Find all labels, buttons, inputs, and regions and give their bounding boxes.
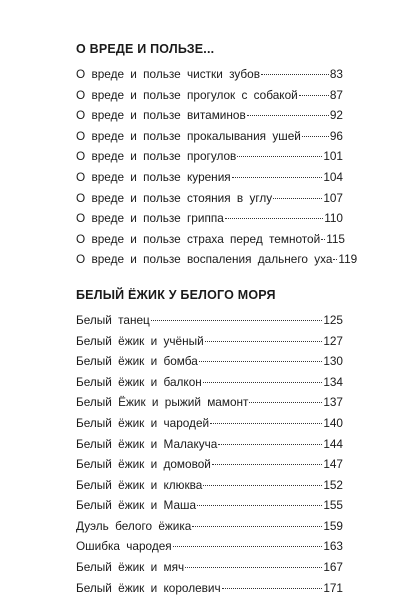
- dot-leader: [210, 423, 322, 424]
- toc-entry[interactable]: [76, 434, 343, 455]
- entry-page-number: 152: [323, 477, 343, 492]
- dot-leader: [249, 402, 322, 403]
- entry-page-number: 110: [324, 211, 343, 226]
- toc-section-harm-and-benefit: [76, 40, 358, 270]
- dot-leader: [151, 320, 323, 321]
- entry-page-number: 163: [323, 539, 343, 554]
- toc-section-white-hedgehog: [76, 286, 343, 598]
- entry-page-number: 125: [323, 312, 343, 327]
- table-of-contents: [76, 40, 358, 598]
- toc-entry[interactable]: [76, 413, 343, 434]
- toc-entry[interactable]: [76, 372, 343, 393]
- toc-entry[interactable]: [76, 495, 343, 516]
- entry-page-number: 96: [329, 128, 343, 143]
- toc-entry[interactable]: [76, 208, 343, 229]
- entry-title: Белый танец: [76, 312, 150, 327]
- entry-page-number: 137: [323, 395, 343, 410]
- section-title: БЕЛЫЙ ЁЖИК У БЕЛОГО МОРЯ: [76, 287, 276, 302]
- dot-leader: [302, 136, 329, 137]
- entry-title: О вреде и пользе прогулов: [76, 149, 237, 164]
- toc-entry[interactable]: [76, 126, 343, 147]
- entry-title: Белый ёжик и домовой: [76, 457, 211, 472]
- toc-entry[interactable]: [76, 578, 343, 598]
- dot-leader: [205, 341, 323, 342]
- entry-page-number: 159: [323, 518, 343, 533]
- dot-leader: [185, 567, 322, 568]
- dot-leader: [225, 218, 323, 219]
- dot-leader: [247, 115, 329, 116]
- dot-leader: [203, 382, 323, 383]
- entry-title: О вреде и пользе стояния в углу: [76, 190, 273, 205]
- dot-leader: [333, 259, 337, 260]
- entry-title: Белый ёжик и чародей: [76, 415, 210, 430]
- entry-title: Белый ёжик и Маша: [76, 498, 197, 513]
- dot-leader: [237, 156, 322, 157]
- entry-page-number: 87: [329, 87, 343, 102]
- entry-title: Белый ёжик и балкон: [76, 374, 202, 389]
- toc-entry[interactable]: [76, 392, 343, 413]
- toc-entry[interactable]: [76, 557, 343, 578]
- entry-page-number: 107: [323, 190, 343, 205]
- dot-leader: [273, 198, 322, 199]
- entry-page-number: 167: [323, 560, 343, 575]
- toc-entry[interactable]: [76, 105, 343, 126]
- toc-entry[interactable]: [76, 516, 343, 537]
- dot-leader: [261, 74, 329, 75]
- entry-page-number: 127: [323, 333, 343, 348]
- entry-title: Белый ёжик и мяч: [76, 560, 185, 575]
- entry-title: О вреде и пользе гриппа: [76, 211, 224, 226]
- toc-entry[interactable]: [76, 454, 343, 475]
- entry-title: Белый ёжик и Малакуча: [76, 436, 218, 451]
- dot-leader: [197, 505, 322, 506]
- entry-page-number: 101: [323, 149, 343, 164]
- dot-leader: [232, 177, 323, 178]
- dot-leader: [321, 239, 325, 240]
- toc-entry[interactable]: [76, 249, 358, 270]
- entry-page-number: 144: [323, 436, 343, 451]
- entry-page-number: 140: [323, 415, 343, 430]
- toc-entry[interactable]: [76, 64, 343, 85]
- entry-title: О вреде и пользе прогулок с собакой: [76, 87, 298, 102]
- toc-entry-list: [76, 64, 358, 270]
- entry-title: О вреде и пользе чистки зубов: [76, 67, 260, 81]
- dot-leader: [173, 546, 323, 547]
- toc-entry[interactable]: [76, 85, 343, 106]
- entry-title: О вреде и пользе курения: [76, 169, 231, 184]
- entry-title: Белый ёжик и учёный: [76, 333, 204, 348]
- toc-entry[interactable]: [76, 351, 343, 372]
- entry-page-number: 134: [323, 374, 343, 389]
- toc-entry-list: [76, 310, 343, 598]
- entry-title: О вреде и пользе воспаления дальнего уха: [76, 252, 333, 267]
- entry-title: Белый ёжик и королевич: [76, 580, 221, 595]
- toc-entry[interactable]: [76, 310, 343, 331]
- toc-entry[interactable]: [76, 188, 343, 209]
- entry-page-number: 130: [323, 354, 343, 369]
- entry-title: Ошибка чародея: [76, 539, 172, 554]
- toc-entry[interactable]: [76, 536, 343, 557]
- entry-page-number: 115: [326, 231, 345, 246]
- entry-page-number: 171: [323, 580, 343, 595]
- section-title: О ВРЕДЕ И ПОЛЬЗЕ...: [76, 42, 215, 56]
- toc-entry[interactable]: [76, 475, 343, 496]
- entry-title: Белый ёжик и клюква: [76, 477, 203, 492]
- toc-entry[interactable]: [76, 167, 343, 188]
- entry-page-number: 104: [323, 169, 343, 184]
- dot-leader: [218, 444, 322, 445]
- toc-entry[interactable]: [76, 229, 343, 250]
- dot-leader: [222, 588, 323, 589]
- dot-leader: [212, 464, 322, 465]
- entry-title: О вреде и пользе прокалывания ушей: [76, 128, 301, 143]
- entry-page-number: 83: [329, 67, 343, 81]
- entry-title: Дуэль белого ёжика: [76, 518, 192, 533]
- entry-page-number: 119: [338, 252, 358, 267]
- dot-leader: [203, 485, 322, 486]
- entry-page-number: 92: [329, 108, 343, 123]
- dot-leader: [299, 95, 329, 96]
- dot-leader: [192, 526, 322, 527]
- dot-leader: [199, 361, 322, 362]
- entry-title: Белый Ёжик и рыжий мамонт: [76, 395, 249, 410]
- toc-entry[interactable]: [76, 146, 343, 167]
- entry-page-number: 155: [323, 498, 343, 513]
- entry-page-number: 147: [323, 457, 343, 472]
- toc-entry[interactable]: [76, 331, 343, 352]
- entry-title: О вреде и пользе витаминов: [76, 108, 246, 123]
- entry-title: О вреде и пользе страха перед темнотой: [76, 231, 321, 246]
- entry-title: Белый ёжик и бомба: [76, 354, 198, 369]
